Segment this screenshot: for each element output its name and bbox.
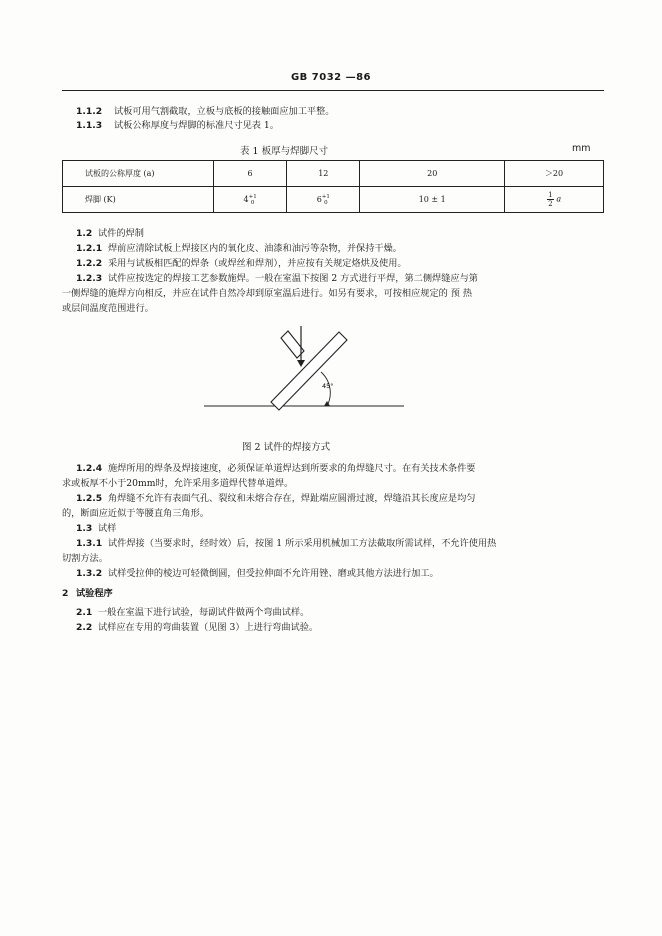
table-unit: mm — [572, 143, 591, 154]
clause-1-2-4: 1.2.4 施焊所用的焊条及焊接速度，必须保证单道焊达到所要求的角焊缝尺寸。在有关技术条件要 — [76, 463, 476, 474]
standard-code-header: GB 7032 —86 — [290, 72, 372, 83]
table-row — [63, 187, 604, 213]
table-caption: 表 1 板厚与焊脚尺寸 — [240, 146, 329, 157]
clause-1-2-1: 1.2.1 焊前应清除试板上焊接区内的氧化皮、油漆和油污等杂物，并保持干燥。 — [76, 243, 402, 254]
clause-1-2-3-cont: 或层间温度范围进行。 — [62, 303, 154, 314]
clause-1-2-3-cont: 一侧焊缝的施焊方向相反，并应在试件自然冷却到原室温后进行。如另有要求，可按相应规定的 预 热 — [62, 288, 473, 299]
clause-2-1: 2.1 一般在室温下进行试验，每副试件做两个弯曲试样。 — [76, 607, 310, 618]
weld-figure — [0, 320, 662, 420]
clause-number: 1.1.2 — [76, 106, 103, 117]
base-plate — [271, 332, 347, 410]
table-cell: ＞20 — [505, 161, 604, 187]
clause-1-2-5-cont: 的，断面应近似于等腰直角三角形。 — [62, 508, 209, 519]
clause-text: 试板公称厚度与焊脚的标准尺寸见表 1。 — [114, 120, 279, 131]
table-cell: 6 +1 0 — [287, 187, 360, 213]
clause-1-3-1-cont: 切割方法。 — [62, 553, 108, 564]
clause-1-2-2: 1.2.2 采用与试板相匹配的焊条（或焊丝和焊剂），并应按有关规定烙烘及使用。 — [76, 258, 407, 269]
clause-1-2-5: 1.2.5 角焊缝不允许有表面气孔、裂纹和未熔合存在，焊趾端应圆滑过渡，焊缝沿其长度应是均匀 — [76, 493, 476, 504]
angle-label: 45° — [322, 382, 334, 390]
section-2-heading: 2 试验程序 — [62, 588, 113, 599]
clause-1-2: 1.2 试件的焊制 — [76, 228, 144, 239]
torch-tip — [297, 360, 305, 367]
clause-1-3-2: 1.3.2 试样受拉伸的棱边可轻微倒圆，但受拉伸面不允许用锉、磨或其他方法进行加工。 — [76, 568, 439, 579]
clause-number: 1.1.3 — [76, 120, 103, 131]
table-cell: 4 +1 0 — [214, 187, 287, 213]
clause-1-1-2 — [76, 106, 335, 118]
header-rule — [62, 90, 604, 91]
clause-text: 试板可用气割截取，立板与底板的接触面应加工平整。 — [114, 106, 335, 117]
table-cell: 20 — [360, 161, 505, 187]
table-row — [63, 161, 604, 187]
row-label-leg: 焊脚 (K) — [63, 187, 214, 213]
clause-1-2-4-cont: 求或板厚不小于20mm时，允许采用多道焊代替单道焊。 — [62, 478, 294, 489]
table-cell: 10 ± 1 — [360, 187, 505, 213]
plate-thickness-table — [62, 160, 604, 213]
clause-1-2-3: 1.2.3 试件应按选定的焊接工艺参数施焊。一般在室温下按图 2 方式进行平焊，第二侧焊缝应与第 — [76, 273, 478, 284]
table-cell: $\frac{1}{2}$ a — [505, 187, 604, 213]
clause-1-1-3 — [76, 120, 279, 132]
figure-caption: 图 2 试件的焊接方式 — [242, 442, 331, 453]
table-cell: 12 — [287, 161, 360, 187]
table-cell: 6 — [214, 161, 287, 187]
row-label-thickness: 试板的公称厚度 (a) — [63, 161, 214, 187]
clause-1-3: 1.3 试样 — [76, 523, 117, 534]
clause-2-2: 2.2 试样应在专用的弯曲装置（见图 3）上进行弯曲试验。 — [76, 622, 319, 633]
clause-1-3-1: 1.3.1 试件焊接（当要求时，经时效）后，按图 1 所示采用机械加工方法截取所需试样，不允许使用热 — [76, 538, 497, 549]
